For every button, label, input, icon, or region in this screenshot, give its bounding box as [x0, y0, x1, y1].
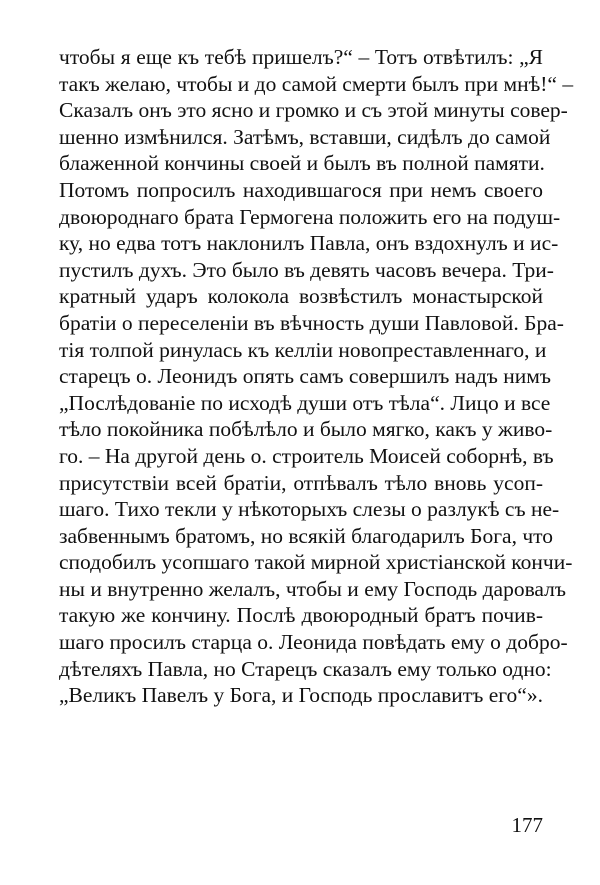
text-line: ны и внутренно желалъ, чтобы и ему Господь даровалъ	[59, 576, 567, 601]
page-number: 177	[511, 813, 543, 837]
text-line: чтобы я еще къ тебѣ пришелъ?“ – Тотъ отвѣтилъ: „Я	[59, 45, 543, 69]
body-text	[59, 44, 574, 709]
text-line: блаженной кончины своей и былъ въ полной памяти.	[59, 151, 545, 176]
text-line: двоюроднаго брата Гермогена положить его на подуш-	[59, 204, 561, 229]
text-line: сподобилъ усопшаго такой мирной христіанской кончи-	[59, 550, 573, 575]
text-line: дѣтеляхъ Павла, но Старецъ сказалъ ему только одно:	[59, 656, 552, 681]
text-line: пустилъ духъ. Это было въ девять часовъ вечера. Три-	[59, 257, 554, 282]
text-line: Сказалъ онъ это ясно и громко и съ этой минуты совер-	[59, 98, 568, 123]
text-line: тія толпой ринулась къ келліи новопреставленнаго, и	[59, 337, 547, 362]
text-line: Потомъ попросилъ находившагося при немъ своего	[59, 177, 543, 202]
text-line: такъ желаю, чтобы и до самой смерти былъ при мнѣ!“ –	[59, 71, 574, 96]
text-line: шенно измѣнился. Затѣмъ, вставши, сидѣлъ до самой	[59, 124, 551, 149]
text-line: го. – На другой день о. строитель Моисей соборнѣ, въ	[59, 443, 554, 468]
text-line: тѣло покойника побѣлѣло и было мягко, какъ у живо-	[59, 417, 553, 442]
text-line: кратный ударъ колокола возвѣстилъ монастырской	[59, 284, 543, 309]
text-line: братіи о переселеніи въ вѣчность души Павловой. Бра-	[59, 310, 564, 335]
text-line: такую же кончину. Послѣ двоюродный братъ почив-	[59, 603, 543, 628]
text-line: шаго. Тихо текли у нѣкоторыхъ слезы о разлукѣ съ не-	[59, 497, 560, 522]
text-line: присутствіи всей братіи, отпѣвалъ тѣло вновь усоп-	[59, 470, 543, 495]
text-line: шаго просилъ старца о. Леонида повѣдать ему о добро-	[59, 630, 568, 655]
text-line: старецъ о. Леонидъ опять самъ совершилъ надъ нимъ	[59, 364, 551, 389]
text-line: „Послѣдованіе по исходѣ души отъ тѣла“. Лицо и все	[59, 390, 551, 415]
text-line: забвеннымъ братомъ, но всякій благодарилъ Бога, что	[59, 523, 554, 548]
text-line: ку, но едва тотъ наклонилъ Павла, онъ вздохнулъ и ис-	[59, 231, 559, 256]
text-line-last: „Великъ Павелъ у Бога, и Господь прославитъ его“».	[59, 683, 543, 708]
